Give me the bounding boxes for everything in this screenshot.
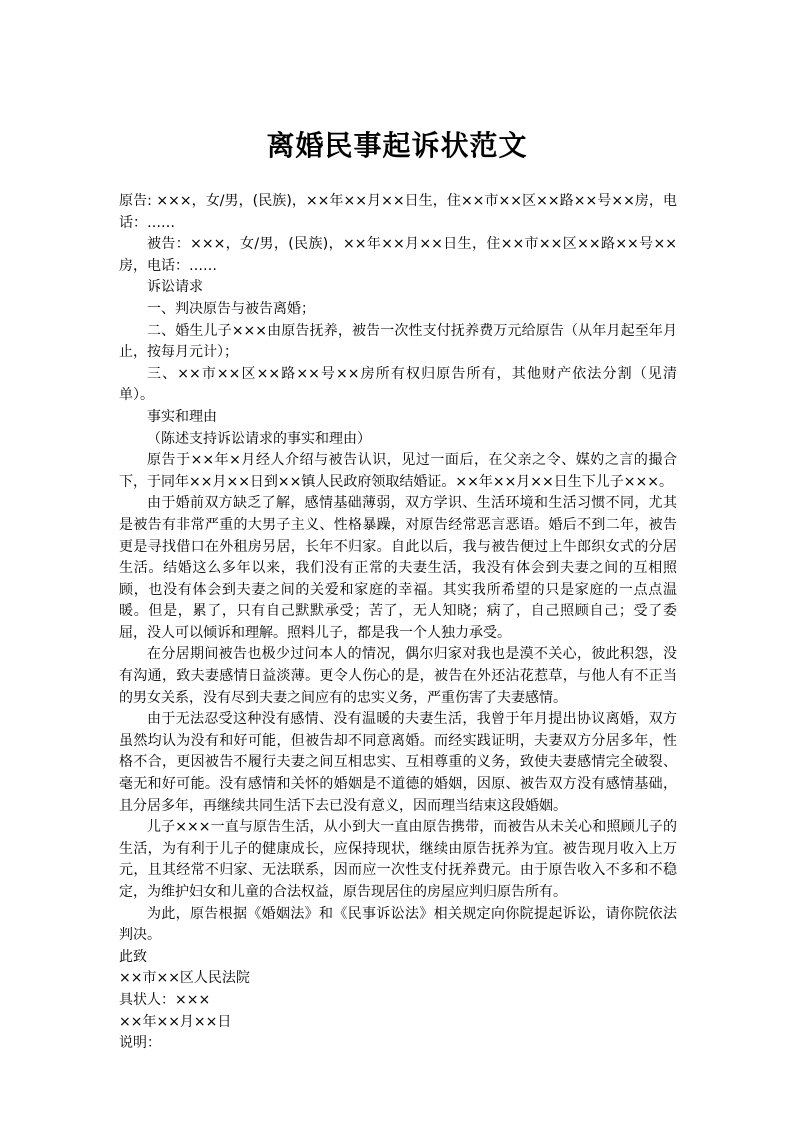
notes-label: 说明： — [119, 1035, 161, 1052]
document-body — [119, 191, 677, 1055]
salutation: 此致 — [119, 948, 147, 965]
defendant-info: 被告：×××，女/男，(民族)，××年××月××日生，住××市××区××路××号××房，电话：…… — [119, 236, 677, 274]
facts-heading: 事实和理由 — [147, 408, 217, 425]
claims-heading: 诉讼请求 — [147, 279, 203, 296]
facts-paragraph: 原告于××年×月经人介绍与被告认识，见过一面后，在父亲之令、媒妁之言的撮合下，于同年××月××日到××镇人民政府领取结婚证。××年××月××日生下儿子×××。 — [119, 452, 677, 490]
claim-item: 二、婚生儿子×××由原告抚养，被告一次性支付抚养费万元给原告（从年月起至年月止，按每月元计）； — [119, 322, 677, 361]
filing-date: ××年××月××日 — [119, 1013, 232, 1030]
document-title: 离婚民事起诉状范文 — [266, 129, 528, 162]
claim-item: 一、判决原告与被告离婚； — [147, 300, 315, 317]
signer: 具状人：××× — [119, 991, 211, 1008]
facts-paragraph: 儿子×××一直与原告生活，从小到大一直由原告携带，而被告从未关心和照顾儿子的生活，为有利于儿子的健康成长，应保持现状，继续由原告抚养为宜。被告现月收入上万元，且其经常不归家、无法联系，因而应一次性支付抚养费元。由于原告收入不多和不稳定，为维护妇女和儿童的合法权益，原告现居住的房屋应判归原告所有。 — [119, 819, 677, 900]
conclusion-paragraph: 为此，原告根据《婚姻法》和《民事诉讼法》相关规定向你院提起诉讼，请你院依法判决。 — [119, 905, 677, 944]
court-name: ××市××区人民法院 — [119, 970, 250, 987]
facts-note: （陈述支持诉讼请求的事实和理由） — [147, 430, 371, 447]
claim-item: 三、××市××区××路××号××房所有权归原告所有，其他财产依法分割（见清单）。 — [119, 365, 677, 404]
facts-paragraph: 在分居期间被告也极少过问本人的情况，偶尔归家对我也是漠不关心，彼此积怨，没有沟通，致夫妻感情日益淡薄。更令人伤心的是，被告在外还沾花惹草，与他人有不正当的男女关系，没有尽到夫妻之间应有的忠实义务，严重伤害了夫妻感情。 — [119, 646, 677, 706]
plaintiff-info: 原告: ×××，女/男，(民族)，××年××月××日生，住××市××区××路××号××房，电话：…… — [119, 193, 677, 231]
facts-paragraph: 由于无法忍受这种没有感情、没有温暖的夫妻生活，我曾于年月提出协议离婚，双方虽然均认为没有和好可能，但被告却不同意离婚。而经实践证明，夫妻双方分居多年，性格不合，更因被告不履行夫妻之间互相忠实、互相尊重的义务，致使夫妻感情完全破裂、毫无和好可能。没有感情和关怀的婚姻是不道德的婚姻，因原、被告双方没有感情基础，且分居多年，再继续共同生活下去已没有意义，因而理当结束这段婚姻。 — [119, 711, 677, 814]
facts-paragraph: 由于婚前双方缺乏了解，感情基础薄弱，双方学识、生活环境和生活习惯不同，尤其是被告有非常严重的大男子主义、性格暴躁，对原告经常恶言恶语。婚后不到二年，被告更是寻找借口在外租房另居，长年不归家。自此以后，我与被告便过上牛郎织女式的分居生活。结婚这么多年以来，我们没有正常的夫妻生活，我没有体会到夫妻之间的互相照顾，也没有体会到夫妻之间的关爱和家庭的幸福。其实我所希望的只是家庭的一点点温暖。但是，累了，只有自己默默承受；苦了，无人知晓；病了，自己照顾自己；受了委屈，没人可以倾诉和理解。照料儿子，都是我一个人独力承受。 — [119, 495, 677, 641]
